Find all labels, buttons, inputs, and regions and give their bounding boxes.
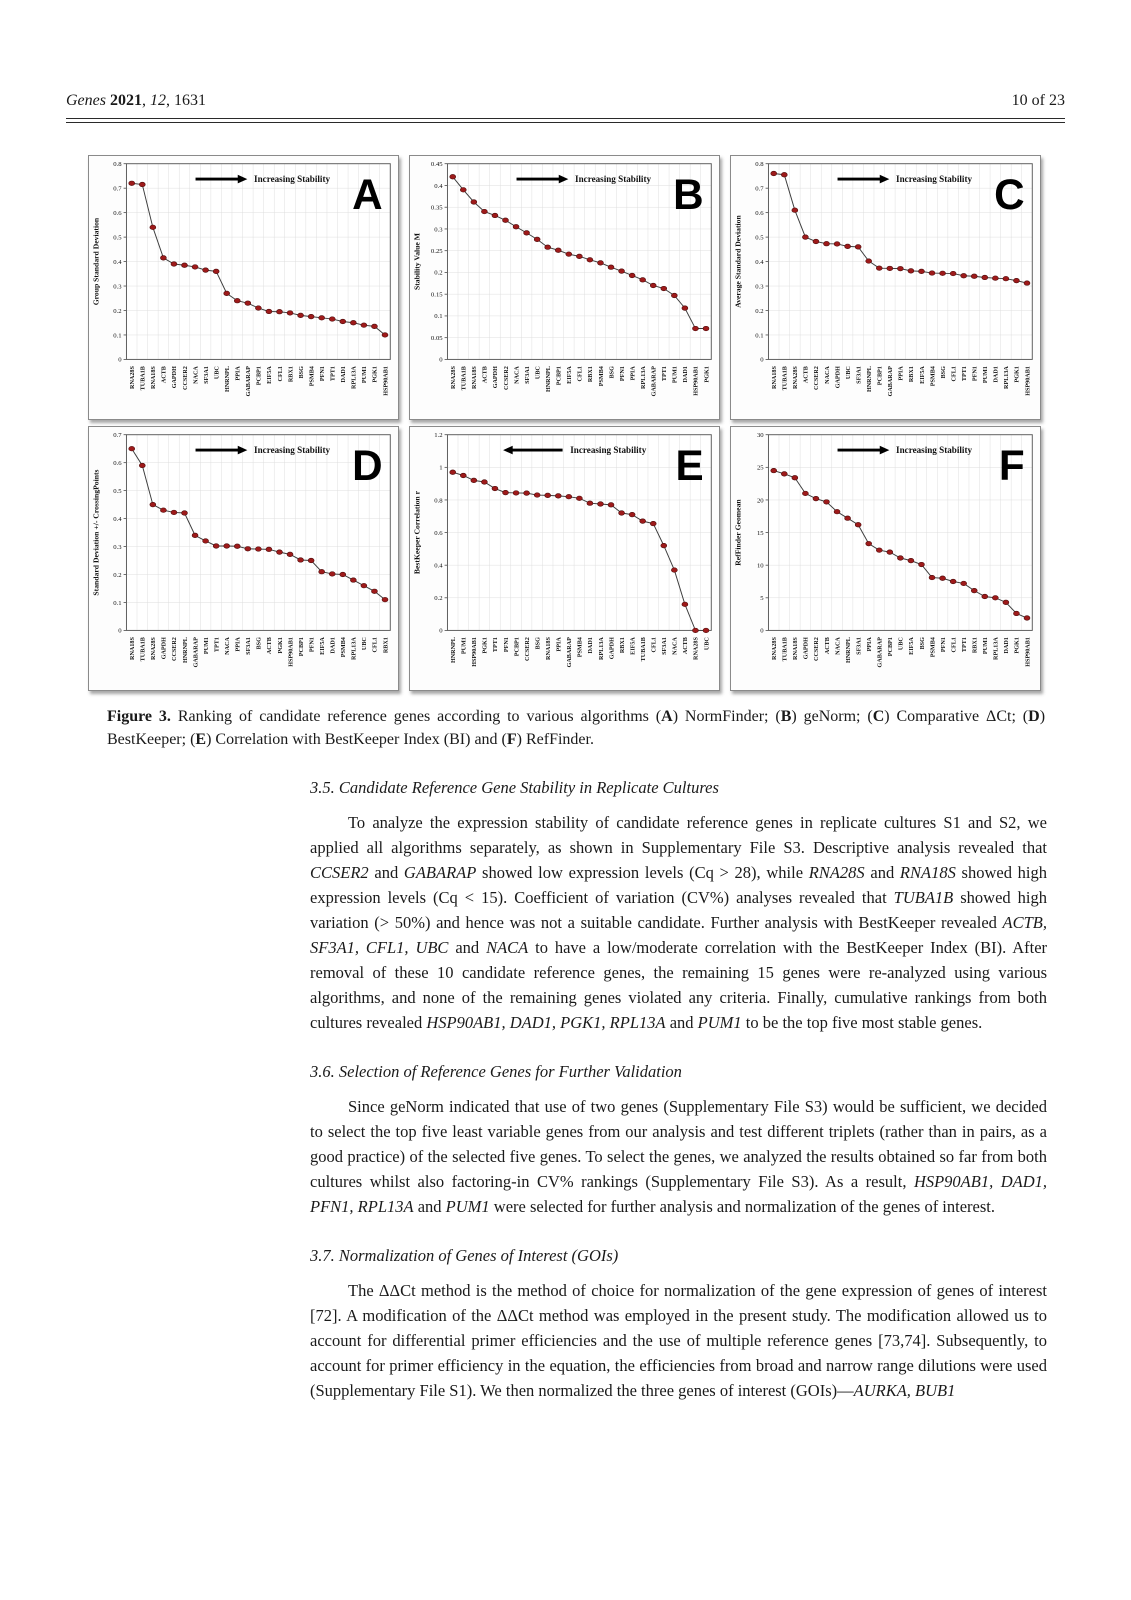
svg-text:UBC: UBC: [898, 637, 905, 651]
svg-text:0.8: 0.8: [113, 161, 122, 169]
svg-text:CCSER2: CCSER2: [814, 366, 821, 390]
chart-svg-F: [732, 428, 1039, 689]
svg-text:CFL1: CFL1: [651, 637, 658, 653]
svg-text:RBX1: RBX1: [909, 366, 916, 383]
svg-text:0: 0: [439, 356, 443, 364]
svg-text:BSG: BSG: [298, 366, 305, 379]
svg-text:PPIA: PPIA: [898, 366, 905, 381]
svg-text:CFL1: CFL1: [951, 366, 958, 382]
svg-text:BSG: BSG: [256, 637, 263, 650]
chart-svg-C: [732, 157, 1039, 418]
svg-text:0.2: 0.2: [113, 571, 122, 579]
svg-text:SF3A1: SF3A1: [524, 366, 531, 384]
svg-text:PCBP1: PCBP1: [514, 637, 521, 657]
svg-text:TUBA1B: TUBA1B: [782, 366, 789, 391]
svg-text:0.4: 0.4: [434, 562, 443, 570]
svg-text:0.5: 0.5: [755, 234, 764, 242]
svg-text:0.2: 0.2: [434, 269, 443, 277]
svg-text:TPT1: TPT1: [961, 366, 968, 382]
svg-text:PSMB4: PSMB4: [577, 637, 584, 658]
section-3-5-paragraph: To analyze the expression stability of candidate reference genes in replicate cultures S1 and S2, we applied all algorithms separately, as shown in Supplementary File S3. Descriptive analysis revealed that CCSER2 and GABARAP showed low expression levels (Cq > 28), while RNA28S and RNA18S showed high expression levels (Cq < 15). Coefficient of variation (CV%) analyses revealed that TUBA1B showed high variation (> 50%) and hence was not a suitable candidate. Further analysis with BestKeeper revealed ACTB, SF3A1, CFL1, UBC and NACA to have a low/moderate correlation with the BestKeeper Index (BI). After removal of these 10 candidate reference genes, the remaining 15 genes were re-analyzed using various algorithms, and none of the remaining genes violated any criteria. Finally, cumulative rankings from both cultures revealed HSP90AB1, DAD1, PGK1, RPL13A and PUM1 to be the top five most stable genes.: [310, 812, 1048, 1032]
body-text: [310, 775, 1047, 1403]
svg-text:RPL13A: RPL13A: [640, 366, 647, 389]
svg-text:0.5: 0.5: [113, 234, 122, 242]
svg-text:Increasing Stability: Increasing Stability: [254, 445, 331, 456]
section-3-6-heading: 3.6. Selection of Reference Genes for Further Validation: [310, 1061, 682, 1081]
svg-text:PGK1: PGK1: [704, 366, 711, 383]
svg-text:HNRNPL: HNRNPL: [867, 366, 874, 393]
svg-text:Average Standard Deviation: Average Standard Deviation: [733, 215, 743, 308]
svg-text:DAD1: DAD1: [341, 366, 348, 383]
svg-text:0.3: 0.3: [434, 226, 443, 234]
svg-text:BestKeeper Correlation r: BestKeeper Correlation r: [412, 490, 422, 575]
svg-text:TUBA1B: TUBA1B: [782, 637, 789, 662]
svg-text:EIF5A: EIF5A: [567, 366, 574, 384]
svg-text:PCBP1: PCBP1: [298, 637, 305, 657]
svg-text:0.2: 0.2: [434, 595, 443, 603]
figure-3: [88, 155, 1041, 691]
svg-text:RPL13A: RPL13A: [351, 637, 358, 660]
svg-text:PCBP1: PCBP1: [877, 366, 884, 386]
svg-text:HNRNPL: HNRNPL: [182, 637, 189, 663]
svg-text:TUBA1B: TUBA1B: [140, 637, 147, 662]
section-3-6: [310, 1059, 1047, 1219]
svg-text:Standard Deviation +/- Crossin: Standard Deviation +/- CrossingPoints: [91, 469, 101, 596]
chart-svg-A: [90, 157, 397, 418]
svg-text:GABARAP: GABARAP: [567, 637, 574, 668]
svg-text:Increasing Stability: Increasing Stability: [896, 174, 973, 185]
svg-text:0.7: 0.7: [755, 185, 764, 193]
svg-text:1.2: 1.2: [434, 431, 443, 439]
svg-text:0.5: 0.5: [113, 487, 122, 495]
svg-text:0.7: 0.7: [113, 185, 122, 193]
svg-text:0.05: 0.05: [430, 334, 443, 342]
svg-text:D: D: [352, 441, 383, 489]
svg-text:ACTB: ACTB: [267, 637, 274, 655]
svg-text:PFN1: PFN1: [619, 366, 626, 382]
svg-text:0.4: 0.4: [434, 182, 443, 190]
svg-text:0: 0: [439, 627, 443, 635]
svg-text:PPIA: PPIA: [867, 637, 874, 652]
svg-text:0.2: 0.2: [755, 307, 764, 315]
svg-text:RNA18S: RNA18S: [772, 366, 779, 389]
svg-text:0.4: 0.4: [755, 258, 764, 266]
svg-text:0.3: 0.3: [113, 283, 122, 291]
svg-text:SF3A1: SF3A1: [203, 366, 210, 384]
svg-text:Increasing Stability: Increasing Stability: [570, 445, 647, 456]
svg-text:NACA: NACA: [193, 366, 200, 384]
journal-reference: Genes 2021, 12, 1631: [66, 92, 206, 109]
svg-text:RBX1: RBX1: [588, 366, 595, 383]
svg-text:PSMB4: PSMB4: [309, 366, 316, 387]
svg-text:CFL1: CFL1: [372, 637, 379, 653]
svg-text:NACA: NACA: [835, 637, 842, 655]
svg-text:RNA28S: RNA28S: [151, 637, 158, 660]
svg-text:PSMB4: PSMB4: [930, 637, 937, 658]
svg-text:20: 20: [756, 497, 764, 505]
svg-text:0: 0: [118, 356, 122, 364]
svg-text:PFN1: PFN1: [972, 366, 979, 382]
svg-text:ACTB: ACTB: [482, 366, 489, 384]
svg-text:F: F: [998, 441, 1025, 489]
svg-text:HNRNPL: HNRNPL: [845, 637, 852, 663]
svg-text:RNA18S: RNA18S: [130, 637, 137, 660]
svg-text:Group Standard Deviation: Group Standard Deviation: [91, 217, 101, 306]
svg-text:PGK1: PGK1: [372, 366, 379, 383]
svg-text:TPT1: TPT1: [961, 637, 968, 653]
svg-text:PGK1: PGK1: [482, 637, 489, 654]
svg-text:HSP90AB1: HSP90AB1: [1025, 637, 1032, 667]
svg-text:SF3A1: SF3A1: [662, 637, 669, 655]
section-3-7: [310, 1243, 1047, 1403]
svg-text:DAD1: DAD1: [588, 637, 595, 654]
svg-text:PSMB4: PSMB4: [341, 637, 348, 658]
svg-text:HSP90AB1: HSP90AB1: [1025, 366, 1032, 396]
svg-text:RNA28S: RNA28S: [793, 366, 800, 389]
svg-text:GAPDH: GAPDH: [161, 637, 168, 660]
svg-text:NACA: NACA: [672, 637, 679, 655]
svg-text:HSP90AB1: HSP90AB1: [693, 366, 700, 396]
svg-text:RNA18S: RNA18S: [472, 366, 479, 389]
svg-text:CCSER2: CCSER2: [503, 366, 510, 390]
svg-text:RNA28S: RNA28S: [130, 366, 137, 389]
svg-text:0: 0: [760, 356, 764, 364]
chart-panel-F: [730, 426, 1041, 691]
svg-text:ACTB: ACTB: [824, 637, 831, 655]
svg-text:BSG: BSG: [609, 366, 616, 379]
page-header: [66, 92, 1065, 110]
svg-text:RBX1: RBX1: [383, 637, 390, 654]
svg-text:0: 0: [118, 627, 122, 635]
svg-text:SF3A1: SF3A1: [246, 637, 253, 655]
figure-caption: Figure 3. Ranking of candidate reference genes according to various algorithms (A) NormFinder; (B) geNorm; (C) Comparative ΔCt; (D) BestKeeper; (E) Correlation with BestKeeper Index (BI) and (F) RefFinder.: [107, 707, 1046, 748]
svg-text:BSG: BSG: [535, 637, 542, 650]
svg-text:TPT1: TPT1: [662, 366, 669, 382]
svg-text:0.6: 0.6: [434, 529, 443, 537]
svg-text:PPIA: PPIA: [630, 366, 637, 381]
svg-text:PUM1: PUM1: [983, 366, 990, 384]
svg-text:Increasing Stability: Increasing Stability: [575, 174, 652, 185]
svg-text:DAD1: DAD1: [993, 366, 1000, 383]
svg-text:Increasing Stability: Increasing Stability: [896, 445, 973, 456]
svg-text:PFN1: PFN1: [940, 637, 947, 653]
svg-text:RNA28S: RNA28S: [772, 637, 779, 660]
svg-text:0.7: 0.7: [113, 431, 122, 439]
svg-text:EIF5A: EIF5A: [919, 366, 926, 384]
svg-text:RefFinder Geomean: RefFinder Geomean: [733, 499, 743, 566]
svg-text:BSG: BSG: [940, 366, 947, 379]
svg-text:ACTB: ACTB: [683, 637, 690, 655]
svg-text:SF3A1: SF3A1: [856, 366, 863, 384]
svg-text:PGK1: PGK1: [1014, 637, 1021, 654]
svg-text:DAD1: DAD1: [330, 637, 337, 654]
section-3-7-paragraph: The ΔΔCt method is the method of choice for normalization of the gene expression of genes of interest [72]. A modification of the ΔΔCt method was employed in the present study. The modification allowed us to account for differential primer efficiencies and the use of multiple reference genes [73,74]. Subsequently, to account for primer efficiency in the equation, the efficiencies from broad and narrow range dilutions were used (Supplementary File S1). We then normalized the three genes of interest (GOIs)—AURKA, BUB1: [310, 1280, 1047, 1400]
svg-text:ACTB: ACTB: [803, 366, 810, 384]
chart-svg-E: [411, 428, 718, 689]
svg-text:PFN1: PFN1: [309, 637, 316, 653]
svg-text:GABARAP: GABARAP: [193, 637, 200, 668]
svg-text:0.15: 0.15: [430, 291, 443, 299]
chart-panel-A: [88, 155, 399, 420]
svg-text:TUBA1B: TUBA1B: [640, 637, 647, 662]
svg-text:ACTB: ACTB: [161, 366, 168, 384]
svg-text:DAD1: DAD1: [683, 366, 690, 383]
svg-text:0.3: 0.3: [113, 543, 122, 551]
svg-text:EIF5A: EIF5A: [267, 366, 274, 384]
svg-text:0.8: 0.8: [755, 161, 764, 169]
svg-text:1: 1: [439, 464, 443, 472]
svg-text:NACA: NACA: [225, 637, 232, 655]
svg-text:NACA: NACA: [824, 366, 831, 384]
svg-text:RPL13A: RPL13A: [1004, 366, 1011, 389]
svg-text:HSP90AB1: HSP90AB1: [472, 637, 479, 667]
svg-text:TUBA1B: TUBA1B: [140, 366, 147, 391]
svg-text:0.6: 0.6: [113, 209, 122, 217]
svg-text:0.1: 0.1: [434, 313, 443, 321]
svg-text:Stability Value M: Stability Value M: [412, 233, 422, 291]
svg-text:TPT1: TPT1: [330, 366, 337, 382]
svg-text:DAD1: DAD1: [1004, 637, 1011, 654]
svg-text:GABARAP: GABARAP: [877, 637, 884, 668]
svg-text:PSMB4: PSMB4: [930, 366, 937, 387]
header-rule: [66, 118, 1065, 123]
svg-text:CCSER2: CCSER2: [182, 366, 189, 390]
svg-text:RNA28S: RNA28S: [693, 637, 700, 660]
svg-text:GABARAP: GABARAP: [651, 366, 658, 397]
svg-text:PCBP1: PCBP1: [256, 366, 263, 386]
svg-text:30: 30: [756, 431, 764, 439]
svg-text:GAPDH: GAPDH: [803, 637, 810, 660]
svg-text:0.2: 0.2: [113, 307, 122, 315]
svg-text:PGK1: PGK1: [1014, 366, 1021, 383]
svg-text:RPL13A: RPL13A: [598, 637, 605, 660]
svg-text:PUM1: PUM1: [203, 637, 210, 655]
svg-text:CCSER2: CCSER2: [814, 637, 821, 661]
svg-text:0.3: 0.3: [755, 283, 764, 291]
svg-text:UBC: UBC: [845, 366, 852, 380]
svg-text:CFL1: CFL1: [577, 366, 584, 382]
section-3-5-heading: 3.5. Candidate Reference Gene Stability in Replicate Cultures: [310, 777, 719, 797]
svg-text:EIF5A: EIF5A: [909, 637, 916, 655]
svg-text:UBC: UBC: [535, 366, 542, 380]
svg-text:25: 25: [756, 464, 764, 472]
svg-text:0.1: 0.1: [755, 332, 764, 340]
svg-text:PUM1: PUM1: [461, 637, 468, 655]
svg-text:RBX1: RBX1: [619, 637, 626, 654]
svg-text:RNA18S: RNA18S: [151, 366, 158, 389]
page-number: 10 of 23: [1011, 92, 1065, 109]
svg-text:HNRNPL: HNRNPL: [546, 366, 553, 393]
svg-text:GAPDH: GAPDH: [835, 366, 842, 389]
svg-text:0.4: 0.4: [113, 258, 122, 266]
svg-text:RBX1: RBX1: [288, 366, 295, 383]
svg-text:CFL1: CFL1: [951, 637, 958, 653]
svg-text:TPT1: TPT1: [493, 637, 500, 653]
svg-text:UBC: UBC: [704, 637, 711, 651]
svg-text:PPIA: PPIA: [235, 637, 242, 652]
svg-text:CFL1: CFL1: [277, 366, 284, 382]
chart-svg-B: [411, 157, 718, 418]
svg-text:PUM1: PUM1: [983, 637, 990, 655]
svg-text:HNRNPL: HNRNPL: [225, 366, 232, 393]
svg-text:CCSER2: CCSER2: [524, 637, 531, 661]
section-3-5: [310, 775, 1047, 1035]
svg-text:0.35: 0.35: [430, 204, 443, 212]
svg-text:HNRNPL: HNRNPL: [451, 637, 458, 663]
svg-text:PFN1: PFN1: [503, 637, 510, 653]
svg-text:RNA18S: RNA18S: [793, 637, 800, 660]
svg-text:RBX1: RBX1: [972, 637, 979, 654]
chart-svg-D: [90, 428, 397, 689]
svg-text:EIF5A: EIF5A: [319, 637, 326, 655]
svg-text:PUM1: PUM1: [362, 366, 369, 384]
chart-panel-C: [730, 155, 1041, 420]
svg-text:RPL13A: RPL13A: [351, 366, 358, 389]
svg-text:SF3A1: SF3A1: [856, 637, 863, 655]
svg-text:0.1: 0.1: [113, 332, 122, 340]
svg-text:EIF5A: EIF5A: [630, 637, 637, 655]
svg-text:10: 10: [756, 562, 764, 570]
svg-text:GABARAP: GABARAP: [888, 366, 895, 397]
svg-text:0.1: 0.1: [113, 599, 122, 607]
svg-text:0.4: 0.4: [113, 515, 122, 523]
svg-text:PPIA: PPIA: [556, 637, 563, 652]
svg-text:0.8: 0.8: [434, 497, 443, 505]
svg-text:PGK1: PGK1: [277, 637, 284, 654]
svg-text:BSG: BSG: [919, 637, 926, 650]
svg-text:GABARAP: GABARAP: [246, 366, 253, 397]
svg-text:TPT1: TPT1: [214, 637, 221, 653]
svg-text:0.6: 0.6: [113, 459, 122, 467]
svg-text:0.25: 0.25: [430, 247, 443, 255]
svg-text:RNA18S: RNA18S: [546, 637, 553, 660]
svg-text:RNA28S: RNA28S: [451, 366, 458, 389]
svg-text:0.45: 0.45: [430, 161, 443, 169]
svg-text:PUM1: PUM1: [672, 366, 679, 384]
chart-panel-E: [409, 426, 720, 691]
svg-text:5: 5: [760, 595, 764, 603]
svg-text:NACA: NACA: [514, 366, 521, 384]
svg-text:GAPDH: GAPDH: [493, 366, 500, 389]
svg-text:B: B: [673, 170, 704, 218]
svg-text:0: 0: [760, 627, 764, 635]
section-3-6-paragraph: Since geNorm indicated that use of two genes (Supplementary File S3) would be sufficient, we decided to select the top five least variable genes from our analysis and test different triplets (rather than in pairs, as a good practice) of the selected five genes. To select the genes, we analyzed the results obtained so far from both cultures whilst also factoring-in CV% rankings (Supplementary File S3). As a result, HSP90AB1, DAD1, PFN1, RPL13A and PUM1 were selected for further analysis and normalization of the genes of interest.: [310, 1096, 1047, 1216]
svg-text:PPIA: PPIA: [235, 366, 242, 381]
svg-text:HSP90AB1: HSP90AB1: [288, 637, 295, 667]
svg-text:HSP90AB1: HSP90AB1: [383, 366, 390, 396]
svg-text:C: C: [994, 170, 1025, 218]
svg-text:15: 15: [756, 529, 764, 537]
svg-text:GAPDH: GAPDH: [172, 366, 179, 389]
section-3-7-heading: 3.7. Normalization of Genes of Interest (GOIs): [310, 1245, 619, 1265]
svg-text:A: A: [352, 170, 383, 218]
svg-text:CCSER2: CCSER2: [172, 637, 179, 661]
chart-panel-B: [409, 155, 720, 420]
svg-text:PFN1: PFN1: [319, 366, 326, 382]
svg-text:PSMB4: PSMB4: [598, 366, 605, 387]
svg-text:0.6: 0.6: [755, 209, 764, 217]
svg-text:GAPDH: GAPDH: [609, 637, 616, 660]
svg-text:TUBA1B: TUBA1B: [461, 366, 468, 391]
svg-text:Increasing Stability: Increasing Stability: [254, 174, 331, 185]
svg-text:PCBP1: PCBP1: [888, 637, 895, 657]
svg-text:RPL13A: RPL13A: [993, 637, 1000, 660]
chart-panel-D: [88, 426, 399, 691]
svg-text:E: E: [675, 441, 704, 489]
svg-text:PCBP1: PCBP1: [556, 366, 563, 386]
svg-text:UBC: UBC: [214, 366, 221, 380]
svg-text:UBC: UBC: [362, 637, 369, 651]
